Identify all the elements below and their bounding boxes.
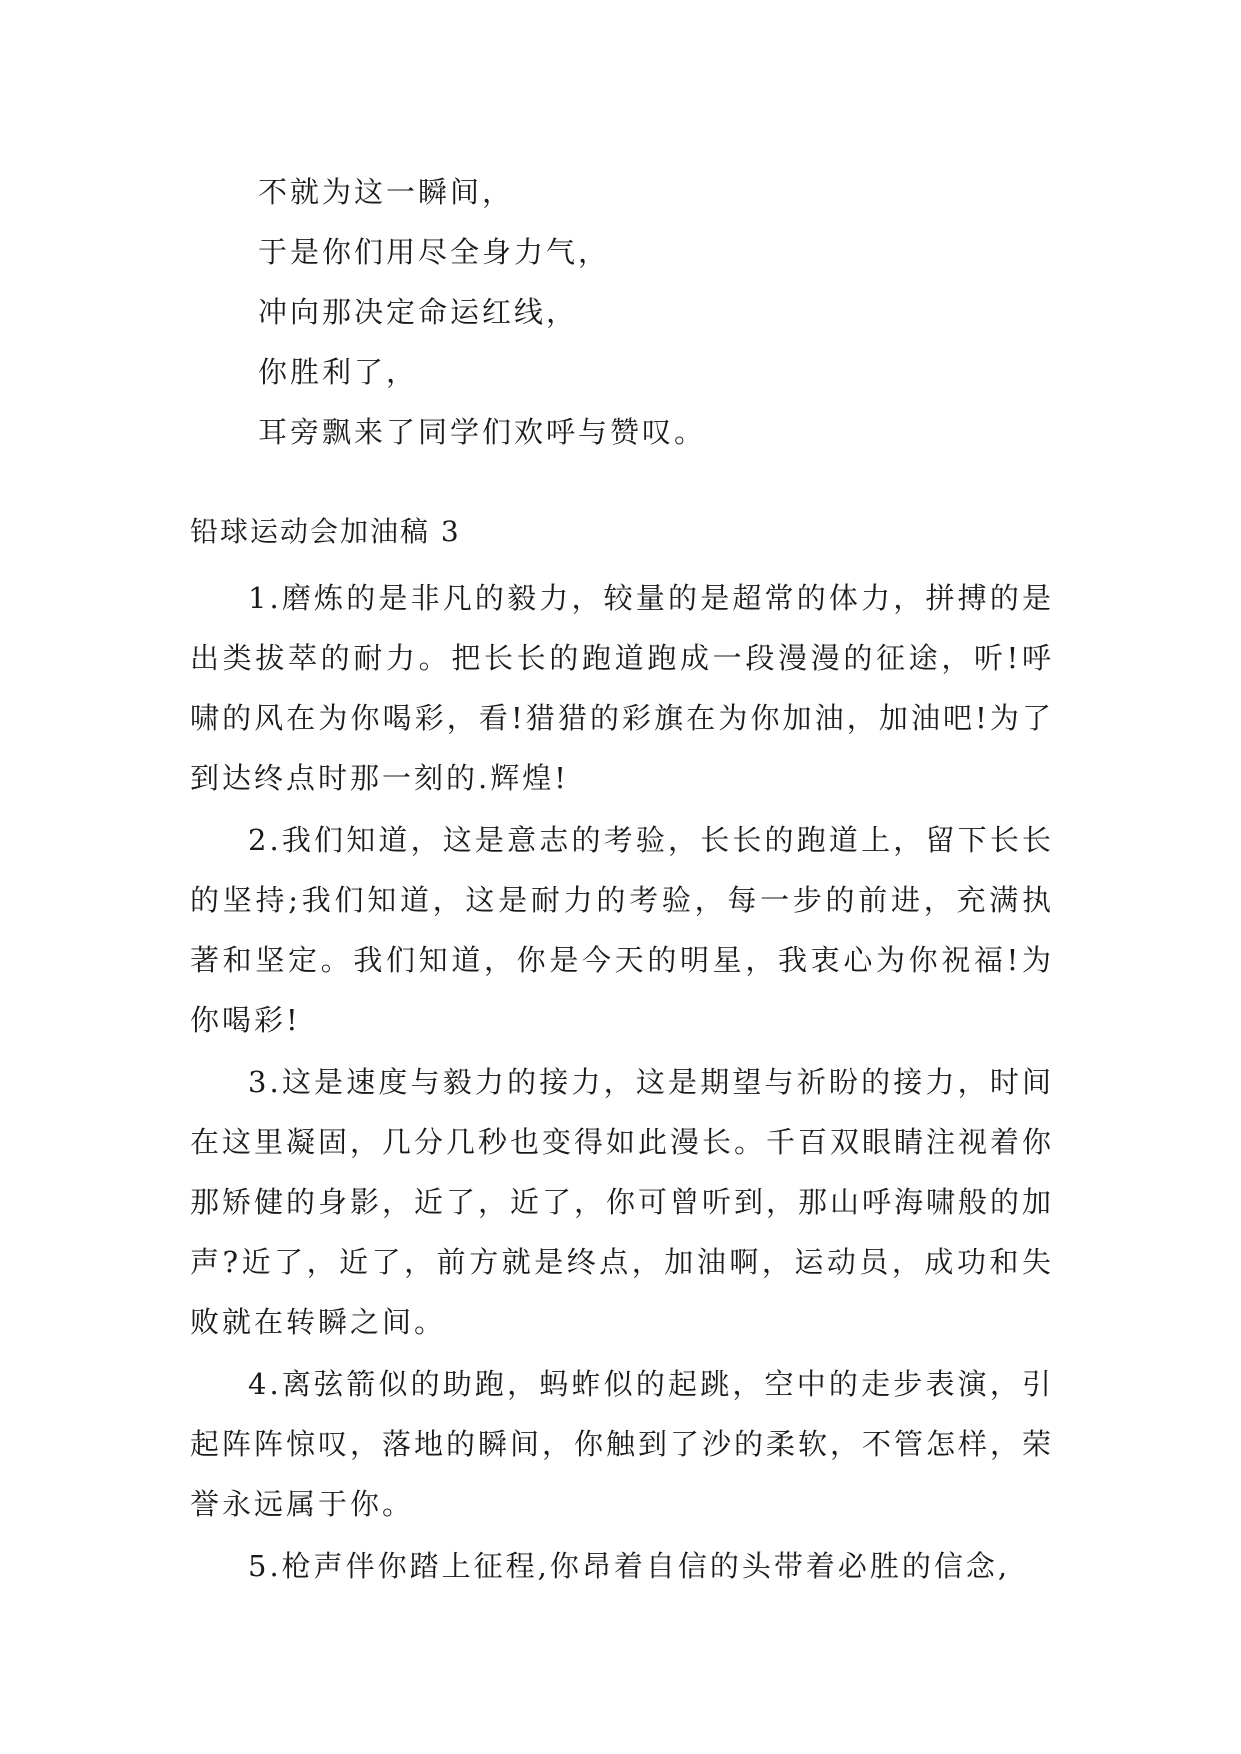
poem-line: 于是你们用尽全身力气，: [258, 235, 611, 269]
paragraph-4: 4.离弦箭似的助跑，蚂蚱似的起跳，空中的走步表演，引起阵阵惊叹，落地的瞬间，你触到了沙的柔软，不管怎样，荣誉永远属于你。: [190, 1367, 1055, 1521]
poem-line: 耳旁飘来了同学们欢呼与赞叹。: [258, 415, 707, 449]
poem-line: 你胜利了，: [258, 355, 419, 389]
poem-block: [258, 162, 706, 462]
poem-line: 不就为这一瞬间，: [258, 175, 515, 209]
section-title: 铅球运动会加油稿 3: [190, 515, 461, 548]
poem-line: 冲向那决定命运红线，: [258, 295, 579, 329]
paragraph-3: 3.这是速度与毅力的接力，这是期望与祈盼的接力，时间在这里凝固，几分几秒也变得如此漫长。千百双眼睛注视着你那矫健的身影，近了，近了，你可曾听到，那山呼海啸般的加声?近了，近了，前方就是终点，加油啊，运动员，成功和失败就在转瞬之间。: [190, 1065, 1055, 1339]
section-body: [190, 568, 1054, 1598]
paragraph-1: 1.磨炼的是非凡的毅力，较量的是超常的体力，拼搏的是出类拔萃的耐力。把长长的跑道跑成一段漫漫的征途，听!呼啸的风在为你喝彩，看!猎猎的彩旗在为你加油，加油吧!为了到达终点时那一刻的.辉煌!: [190, 581, 1054, 795]
paragraph-5: 5.枪声伴你踏上征程,你昂着自信的头带着必胜的信念,: [248, 1549, 1011, 1583]
paragraph-2: 2.我们知道，这是意志的考验，长长的跑道上，留下长长的坚持;我们知道，这是耐力的考验，每一步的前进，充满执著和坚定。我们知道，你是今天的明星，我衷心为你祝福!为你喝彩!: [190, 823, 1054, 1037]
